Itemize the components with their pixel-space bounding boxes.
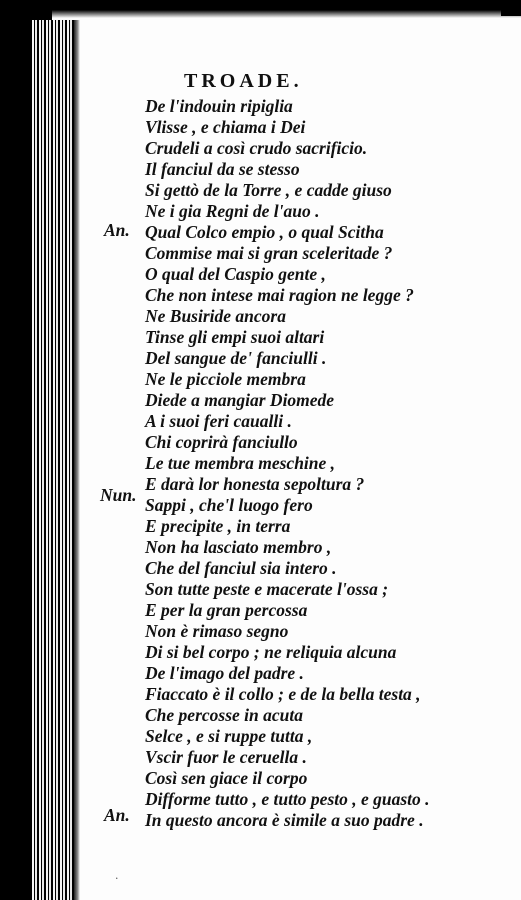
verse-line: Crudeli a così crudo sacrificio. (145, 138, 368, 158)
verse-line: Ne le picciole membra (145, 369, 306, 389)
verse-line: Tinse gli empi suoi altari (145, 327, 325, 347)
verse-line: E darà lor honesta sepoltura ? (145, 474, 365, 494)
verse-line: Non ha lasciato membro , (145, 537, 332, 557)
verse-line: Così sen giace il corpo (145, 768, 308, 788)
scan-corner-mark (501, 0, 521, 16)
gutter-shadow (74, 20, 80, 900)
verse-line: De l'imago del padre . (145, 663, 304, 683)
verse-line: Che non intese mai ragion ne legge ? (145, 285, 414, 305)
verse-line: Selce , e si ruppe tutta , (145, 726, 313, 746)
verse-line: Diede a mangiar Diomede (145, 390, 335, 410)
verse-line: Ne Busiride ancora (145, 306, 286, 326)
speaker-label: An. (104, 805, 130, 825)
verse-line: Del sangue de' fanciulli . (145, 348, 327, 368)
verse-line: De l'indouin ripiglia (145, 96, 293, 116)
verse-line: Il fanciul da se stesso (145, 159, 300, 179)
speaker-label: An. (104, 220, 130, 240)
scan-speck: · (115, 872, 119, 885)
verse-line: Difforme tutto , e tutto pesto , e guasto . (145, 789, 430, 809)
verse-line: Vlisse , e chiama i Dei (145, 117, 306, 137)
verse-line: Non è rimaso segno (145, 621, 289, 641)
verse-line: Che percosse in acuta (145, 705, 303, 725)
verse-line: Vscir fuor le ceruella . (145, 747, 307, 767)
verse-line: Che del fanciul sia intero . (145, 558, 337, 578)
speaker-label: Nun. (100, 485, 137, 505)
verse-line: Sappi , che'l luogo fero (145, 495, 313, 515)
verse-line: Fiaccato è il collo ; e de la bella testa , (145, 684, 421, 704)
running-header: TROADE. (184, 70, 303, 92)
verse-line: Ne i gia Regni de l'auo . (145, 201, 320, 221)
verse-line: In questo ancora è simile a suo padre . (145, 810, 424, 830)
verse-line: O qual del Caspio gente , (145, 264, 326, 284)
verse-line: Si gettò de la Torre , e cadde giuso (145, 180, 392, 200)
verse-line: Chi coprirà fanciullo (145, 432, 298, 452)
verse-line: Le tue membra meschine , (145, 453, 336, 473)
verse-line: A i suoi feri caualli . (145, 411, 292, 431)
verse-line: Di si bel corpo ; ne reliquia alcuna (145, 642, 397, 662)
verse-line: E precipite , in terra (145, 516, 291, 536)
verse-line: Son tutte peste e macerate l'ossa ; (145, 579, 389, 599)
verse-line: E per la gran percossa (145, 600, 308, 620)
page-edges (30, 20, 78, 900)
verse-line: Commise mai si gran sceleritade ? (145, 243, 393, 263)
scan-top-shadow (0, 0, 521, 18)
verse-line: Qual Colco empio , o qual Scitha (145, 222, 384, 242)
